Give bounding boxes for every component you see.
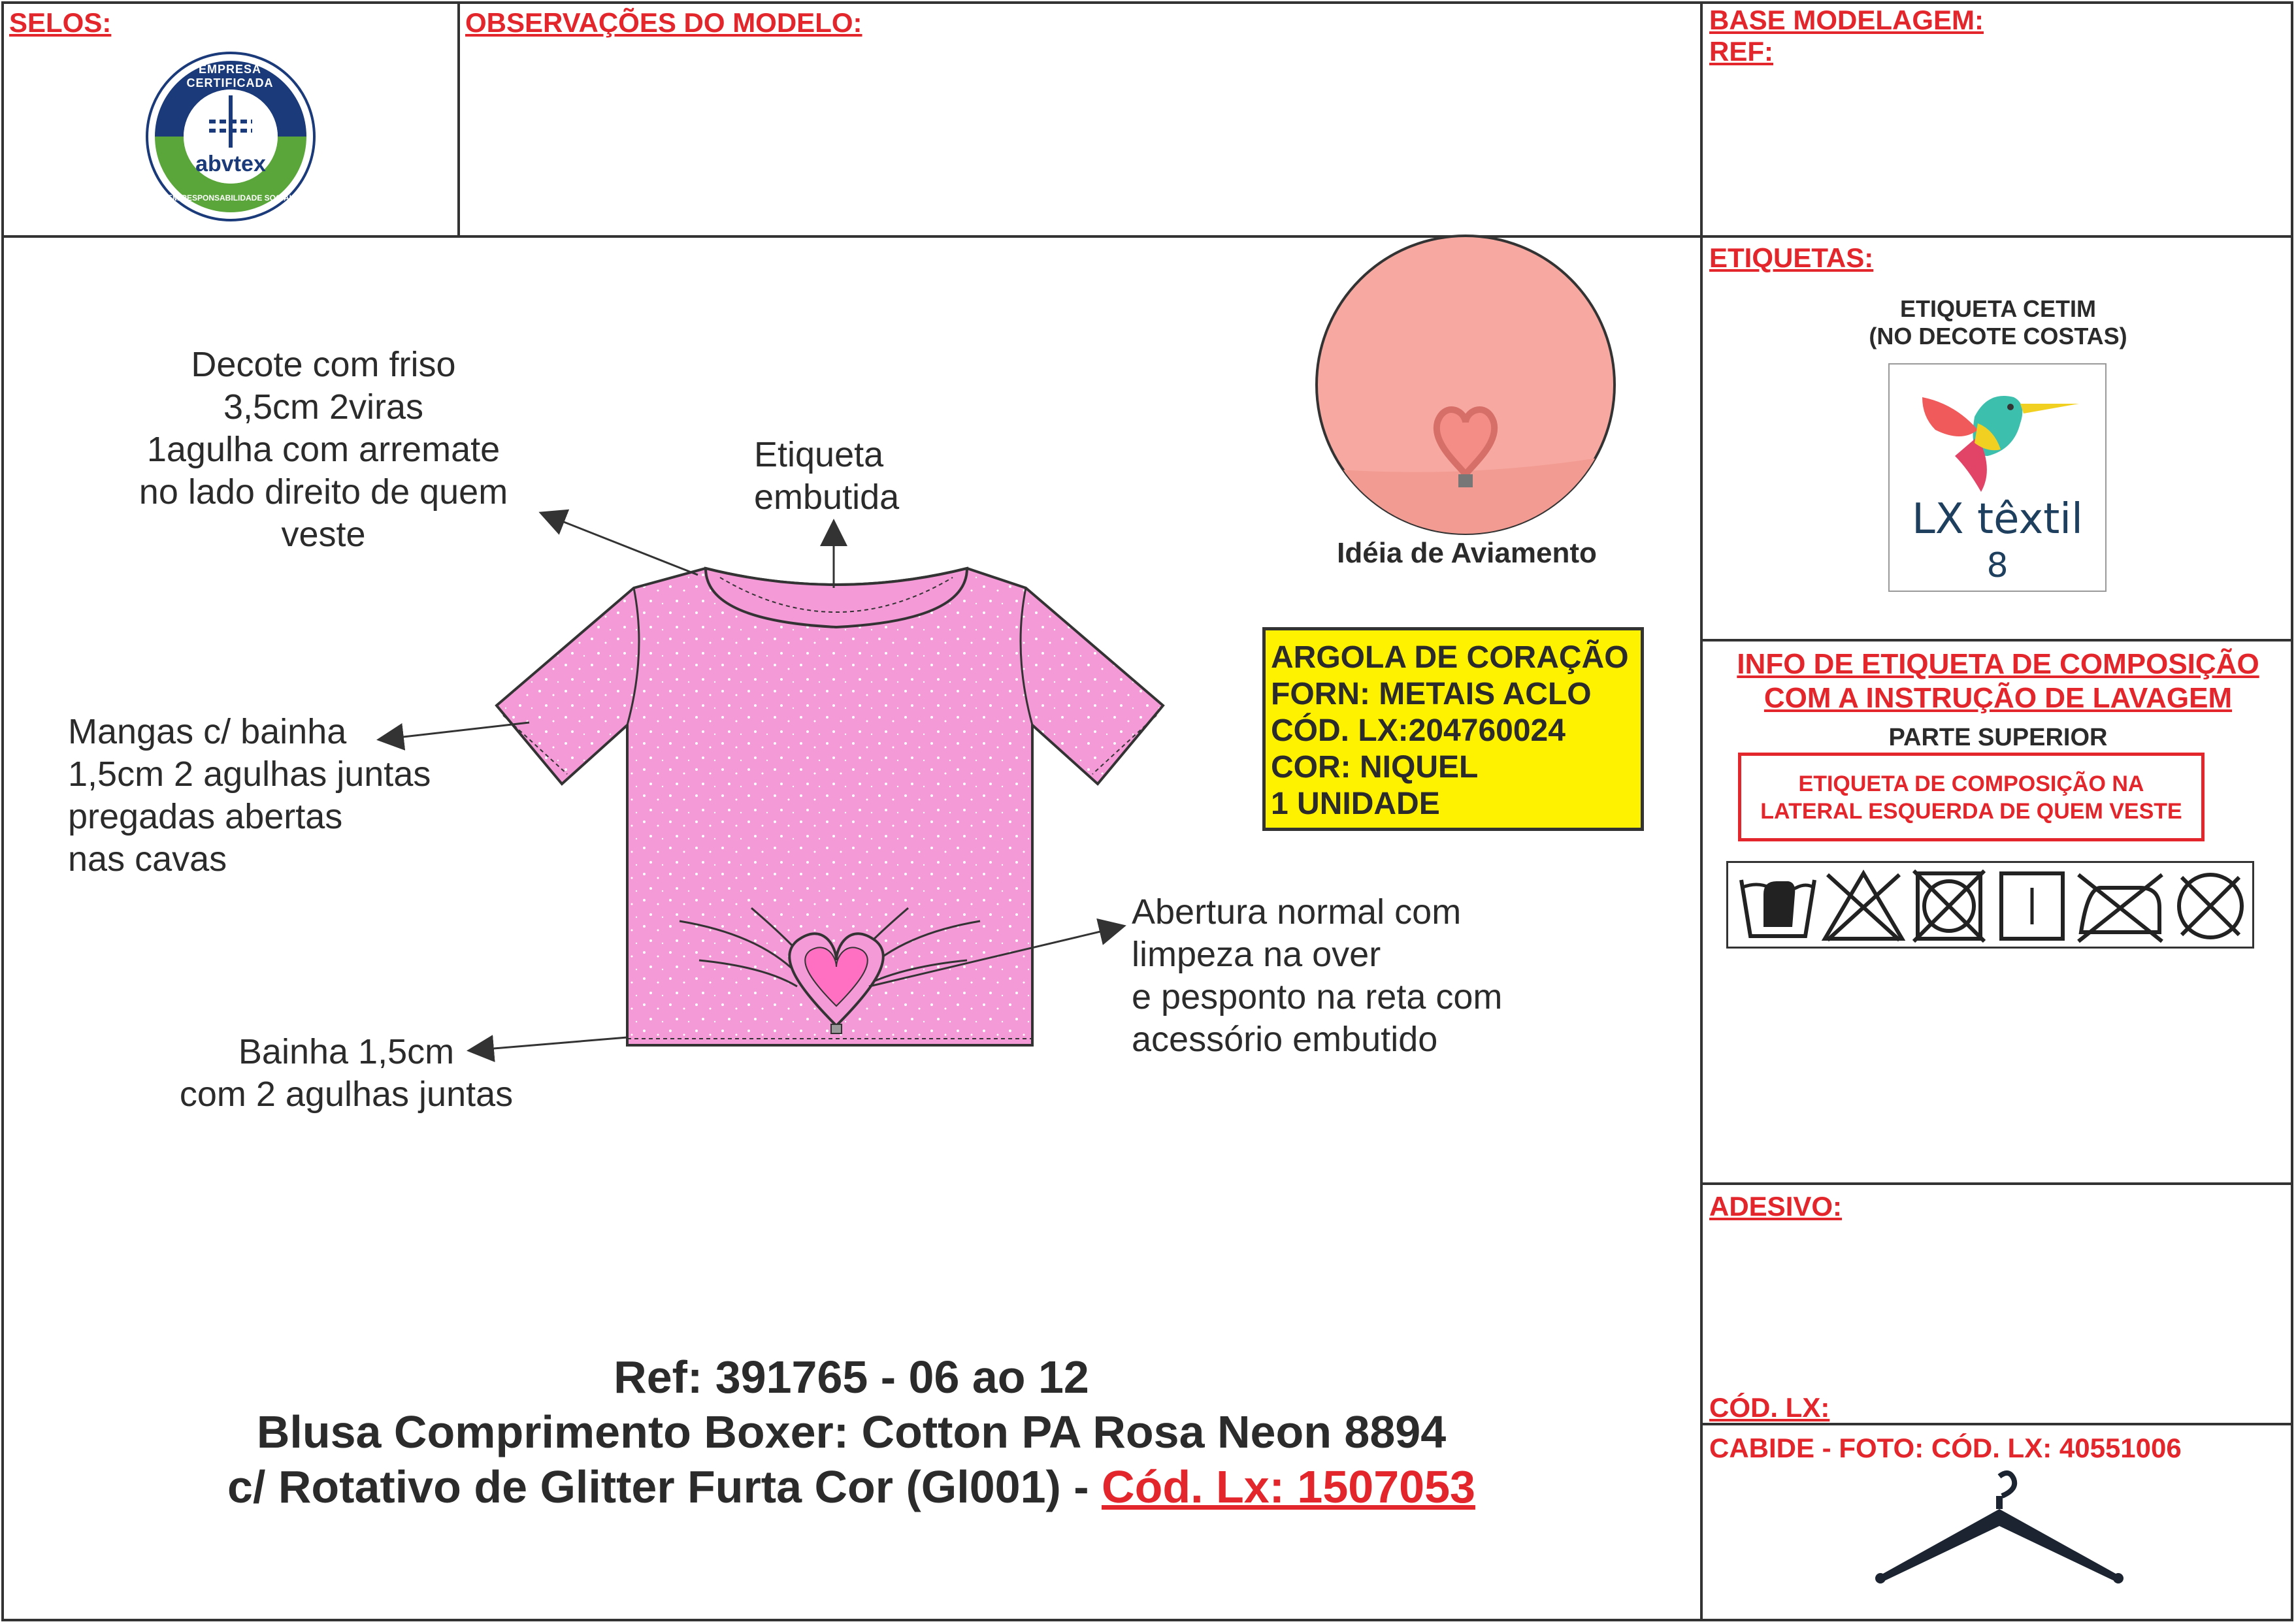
bainha-callout: Bainha 1,5cm com 2 agulhas juntas <box>179 1032 514 1114</box>
no-dry-clean-icon <box>2173 868 2248 944</box>
aviamento-code: CÓD. LX:204760024 <box>1271 713 1566 748</box>
product-fabric-line <box>0 1459 1703 1514</box>
aviamento-quantity: 1 UNIDADE <box>1271 787 1440 821</box>
product-description: Blusa Comprimento Boxer: Cotton PA Rosa Neon 8894 <box>256 1406 1447 1457</box>
cabide-header: CABIDE - FOTO: CÓD. LX: 40551006 <box>1709 1433 2182 1463</box>
parte-superior: PARTE SUPERIOR <box>1888 724 2108 751</box>
hand-wash-icon <box>1737 868 1818 944</box>
aviamento-caption: Idéia de Aviamento <box>1337 537 1597 569</box>
brand-label <box>1888 363 2107 592</box>
seal-brand: abvtex <box>195 152 266 176</box>
label-type: ETIQUETA CETIM (NO DECOTE COSTAS) <box>1869 295 2127 349</box>
aviamento-item: ARGOLA DE CORAÇÃO <box>1271 640 1629 675</box>
product-ref: Ref: 391765 - 06 ao 12 <box>614 1352 1089 1403</box>
aviamento-color: COR: NIQUEL <box>1271 750 1479 785</box>
selos-header: SELOS: <box>9 7 112 38</box>
adesivo-header: ADESIVO: <box>1709 1191 1843 1222</box>
product-fabric: c/ Rotativo de Glitter Furta Cor (Gl001) - <box>227 1461 1102 1512</box>
aviamento-photo <box>1313 233 1618 537</box>
etiquetas-divider <box>1700 639 2293 641</box>
observacoes-header: OBSERVAÇÕES DO MODELO: <box>465 7 862 38</box>
no-tumble-dry-icon <box>1909 868 1990 944</box>
product-code: Cód. Lx: 1507053 <box>1102 1461 1475 1512</box>
abertura-callout: Abertura normal com limpeza na over e pesponto na reta com acessório embutido <box>1132 892 1503 1059</box>
care-instructions <box>1726 861 2254 949</box>
no-iron-icon <box>2075 868 2166 944</box>
adesivo-divider <box>1700 1182 2293 1185</box>
base-modelagem-header: BASE MODELAGEM: <box>1709 5 1984 35</box>
composition-header-line2: COM A INSTRUÇÃO DE LAVAGEM <box>1763 682 2233 714</box>
composition-header-line1: INFO DE ETIQUETA DE COMPOSIÇÃO <box>1737 648 2259 680</box>
etiquetas-header: ETIQUETAS: <box>1709 242 1874 273</box>
mangas-callout: Mangas c/ bainha 1,5cm 2 agulhas juntas pregadas abertas nas cavas <box>68 712 431 879</box>
seal-top-text: EMPRESA CERTIFICADA <box>186 63 274 89</box>
decote-callout: Decote com friso 3,5cm 2viras 1agulha com arremate no lado direito de quem veste <box>139 345 508 554</box>
hanger-illustration <box>1862 1463 2137 1594</box>
line-dry-icon <box>1996 868 2068 944</box>
etiqueta-callout: Etiqueta embutida <box>754 435 900 517</box>
ref-header: REF: <box>1709 36 1773 67</box>
no-bleach-icon <box>1821 868 1906 944</box>
brand-name: LX têxtil <box>1912 495 2083 544</box>
aviamento-supplier: FORN: METAIS ACLO <box>1271 677 1592 711</box>
hummingbird-logo <box>1916 378 2086 495</box>
composition-location-box: ETIQUETA DE COMPOSIÇÃO NA LATERAL ESQUERDA DE QUEM VESTE <box>1738 753 2205 841</box>
aviamento-details-box <box>1262 627 1644 831</box>
cod-lx-header: CÓD. LX: <box>1709 1392 1830 1423</box>
brand-number: 8 <box>1986 546 2009 585</box>
seal-bottom-text: EM RESPONSABILIDADE SOCIAL <box>167 193 294 203</box>
